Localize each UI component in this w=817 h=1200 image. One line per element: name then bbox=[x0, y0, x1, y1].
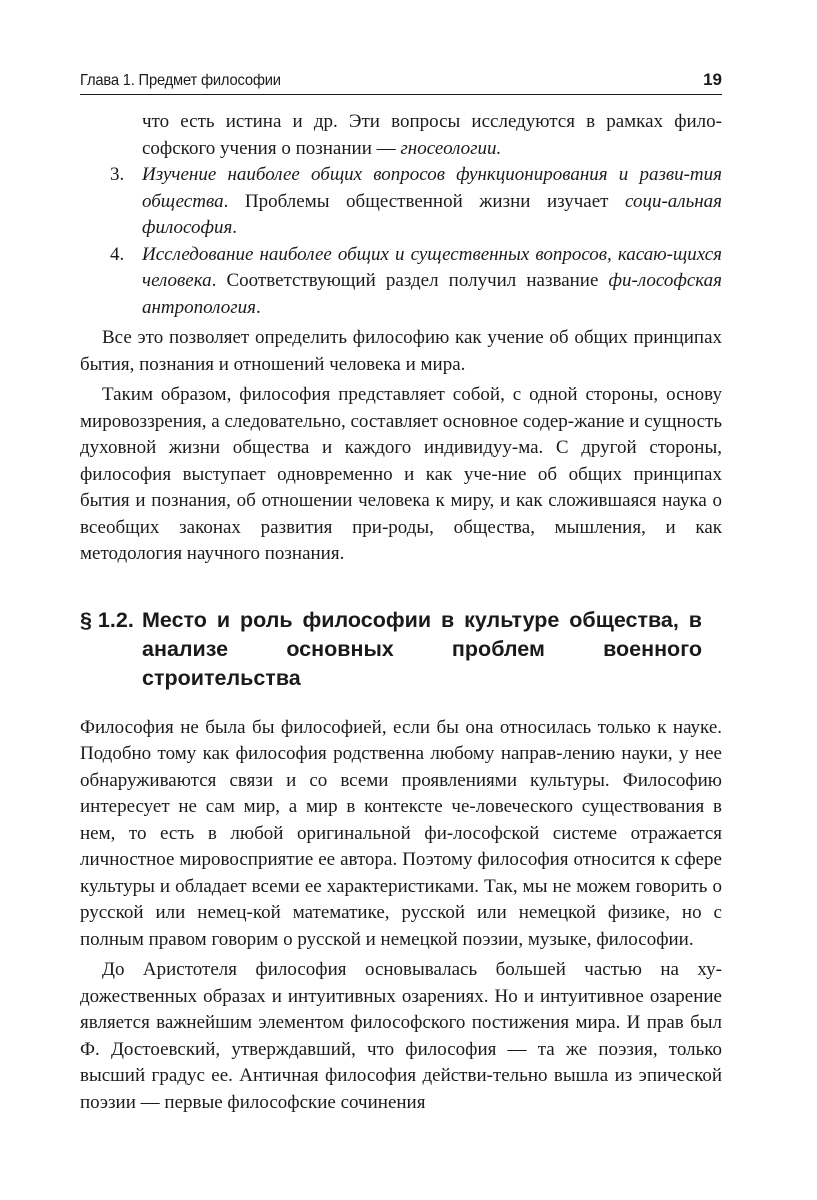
list-continuation bbox=[80, 109, 722, 162]
paragraph: Философия не была бы философией, если бы она относилась только к науке. Подобно тому как философия родственна любому направ-лению науки, у нее обнаруживаются связи и со всеми проявлениями культуры. Философию интересует не сам мир, а мир в контексте че-ловеческого существования в нем, то есть в любой оригинальной фи-лософской системе отражается личностное мировосприятие ее автора. Поэтому философия относится к сфере культуры и обладает всеми ее характеристиками. Так, мы не можем говорить о русской или немец-кой математике, русской или немецкой физике, но с полным правом говорим о русской и немецкой поэзии, музыке, философии. bbox=[80, 716, 722, 950]
list-item-tail: . bbox=[232, 217, 238, 238]
section-title: Место и роль философии в культуре общества, в анализе основных проблем военного строительства bbox=[142, 607, 702, 690]
body-text bbox=[80, 109, 722, 1116]
list-item-text: . Соответствующий раздел получил название bbox=[211, 270, 609, 291]
running-head: Глава 1. Предмет философии bbox=[80, 72, 281, 89]
list-item-3 bbox=[80, 162, 722, 242]
section-heading bbox=[80, 606, 722, 693]
section-number: § 1.2. bbox=[80, 607, 134, 632]
list-item-italic-lead: Изучение наиболее общих вопросов функционирования и разви-тия общества bbox=[142, 164, 722, 212]
continuation-text: что есть истина и др. Эти вопросы исследуются в рамках фило-софского учения о познании — bbox=[142, 111, 722, 159]
paragraph: Все это позволяет определить философию как учение об общих принципах бытия, познания и отношений человека и мира. bbox=[80, 327, 722, 375]
page-header bbox=[80, 70, 722, 95]
list-item-number: 3. bbox=[110, 164, 125, 185]
list-item-italic-lead: Исследование наиболее общих и существенных вопросов, касаю-щихся человека bbox=[142, 243, 722, 291]
list-item-4 bbox=[80, 242, 722, 322]
page-number: 19 bbox=[703, 70, 722, 89]
list-item-text: . Проблемы общественной жизни изучает bbox=[223, 190, 626, 212]
paragraph: Таким образом, философия представляет собой, с одной стороны, основу мировоззрения, а следовательно, составляет основное содер-жание и сущность духовной жизни общества и каждого индивидуу-ма. С другой стороны, философия выступает одновременно и как уче-ние об общих принципах бытия и познания, об отношении человека к миру, и как сложившаяся наука о всеобщих законах развития при-роды, общества, мышления, и как методология научного познания. bbox=[80, 384, 722, 564]
book-page bbox=[80, 70, 722, 1116]
continuation-term: гносеологии. bbox=[400, 137, 502, 159]
list-item-italic-term: соци-альная философия bbox=[142, 190, 722, 238]
list-item-tail: . bbox=[255, 296, 261, 318]
list-item-italic-term: фи-лософская антропология bbox=[142, 270, 722, 318]
list-item-number: 4. bbox=[110, 243, 125, 265]
paragraph: До Аристотеля философия основывалась большей частью на ху-дожественных образах и интуитивных озарениях. Но и интуитивное озарение является важнейшим элементом философского постижения мира. И прав был Ф. Достоевский, утверждавший, что философия — та же поэзия, только высший градус ее. Античная философия действи-тельно вышла из эпической поэзии — первые философские сочинения bbox=[80, 959, 722, 1113]
